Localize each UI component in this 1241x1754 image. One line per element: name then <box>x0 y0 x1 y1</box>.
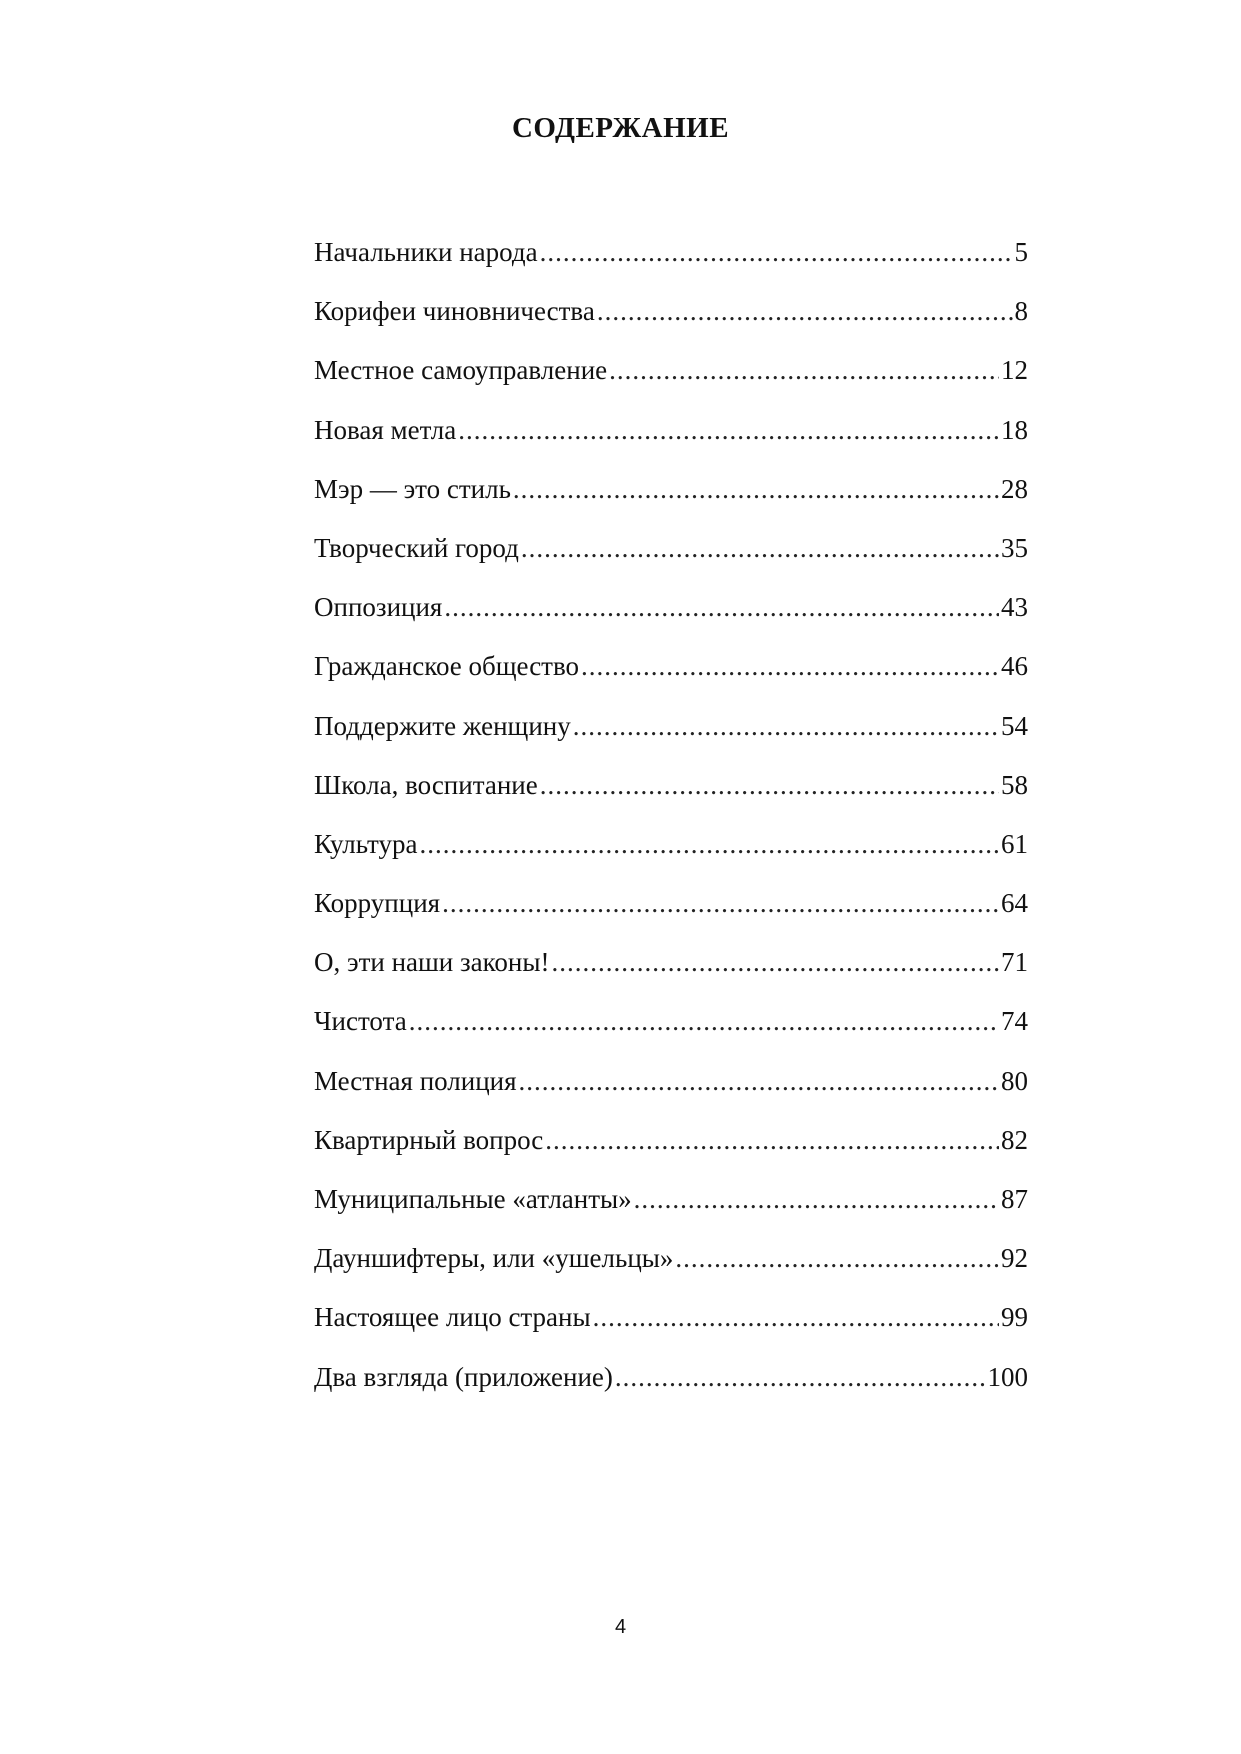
toc-entry-page: 46 <box>1001 651 1028 682</box>
toc-entry-page: 99 <box>1001 1302 1028 1333</box>
toc-entry-page: 61 <box>1001 828 1028 859</box>
dot-leader <box>458 412 999 448</box>
dot-leader <box>552 944 1000 980</box>
dot-leader <box>545 1122 999 1158</box>
toc-entry[interactable] <box>314 767 1028 826</box>
toc-entry-page: 80 <box>1001 1065 1028 1096</box>
dot-leader <box>519 1063 999 1099</box>
dot-leader <box>593 1299 999 1335</box>
toc-entry[interactable] <box>314 412 1028 471</box>
toc-entry[interactable] <box>314 589 1028 648</box>
toc-entry-page: 8 <box>1014 296 1028 327</box>
toc-entry-label: Культура <box>314 828 418 859</box>
dot-leader <box>634 1181 999 1217</box>
toc-entry-page: 43 <box>1001 592 1028 623</box>
dot-leader <box>609 352 999 388</box>
page-number: 4 <box>614 1616 627 1638</box>
toc-entry[interactable] <box>314 530 1028 589</box>
toc-entry-label: Творческий город <box>314 532 519 563</box>
dot-leader <box>615 1359 986 1395</box>
toc-entry[interactable] <box>314 293 1028 352</box>
toc-entry-page: 82 <box>1001 1124 1028 1155</box>
toc-entry-page: 71 <box>1001 947 1028 978</box>
dot-leader <box>573 708 999 744</box>
toc-entry-page: 28 <box>1001 473 1028 504</box>
toc-entry-label: Оппозиция <box>314 592 443 623</box>
toc-entry[interactable] <box>314 352 1028 411</box>
toc-entry-page: 64 <box>1001 888 1028 919</box>
toc-entry-label: Поддержите женщину <box>314 710 571 741</box>
toc-entry-label: Местная полиция <box>314 1065 517 1096</box>
toc-entry-label: Начальники народа <box>314 237 538 267</box>
toc-entry-label: Корифеи чиновничества <box>314 296 595 327</box>
toc-entry-label: Мэр — это стиль <box>314 473 511 504</box>
toc-entry[interactable] <box>314 648 1028 707</box>
toc-entry[interactable] <box>314 1122 1028 1181</box>
toc-entry-label: Дауншифтеры, или «ушельцы» <box>314 1243 674 1274</box>
toc-entry-page: 18 <box>1001 414 1028 445</box>
toc-entry-page: 35 <box>1001 532 1028 563</box>
toc-entry-page: 12 <box>1001 355 1028 386</box>
page-title: СОДЕРЖАНИЕ <box>511 112 730 144</box>
toc-entry[interactable] <box>314 1063 1028 1122</box>
toc-entry-label: Местное самоуправление <box>314 355 608 386</box>
toc-entry[interactable] <box>314 471 1028 530</box>
toc-entry[interactable] <box>314 1181 1028 1240</box>
toc-entry-page: 5 <box>1014 237 1028 267</box>
toc-entry[interactable] <box>314 708 1028 767</box>
toc-entry[interactable] <box>314 885 1028 944</box>
toc-entry-page: 92 <box>1001 1243 1028 1274</box>
toc-entry[interactable] <box>314 1299 1028 1358</box>
toc-entry-page: 54 <box>1001 710 1028 741</box>
toc-entry-label: Школа, воспитание <box>314 769 538 800</box>
toc-entry-label: Муниципальные «атланты» <box>314 1184 632 1214</box>
dot-leader <box>540 234 1013 270</box>
toc-entry[interactable] <box>314 944 1028 1003</box>
dot-leader <box>521 530 999 566</box>
dot-leader <box>419 826 999 862</box>
dot-leader <box>597 293 1013 329</box>
toc-entry[interactable] <box>314 1240 1028 1299</box>
dot-leader <box>444 589 999 625</box>
dot-leader <box>409 1003 999 1039</box>
toc-entry[interactable] <box>314 826 1028 885</box>
toc-entry[interactable] <box>314 1003 1028 1062</box>
table-of-contents <box>314 234 1028 1418</box>
dot-leader <box>581 648 999 684</box>
toc-entry-label: Коррупция <box>314 888 441 919</box>
dot-leader <box>442 885 999 921</box>
toc-entry-label: Гражданское общество <box>314 651 580 682</box>
dot-leader <box>513 471 999 507</box>
toc-entry[interactable] <box>314 234 1028 293</box>
toc-entry-page: 74 <box>1001 1006 1028 1037</box>
toc-entry-label: О, эти наши законы! <box>314 947 550 978</box>
toc-entry-label: Новая метла <box>314 414 457 445</box>
toc-entry-label: Чистота <box>314 1006 407 1037</box>
toc-entry-page: 100 <box>987 1361 1028 1392</box>
dot-leader <box>540 767 999 803</box>
toc-entry-label: Квартирный вопрос <box>314 1124 544 1155</box>
toc-entry[interactable] <box>314 1359 1028 1418</box>
dot-leader <box>675 1240 999 1276</box>
toc-entry-label: Настоящее лицо страны <box>314 1302 591 1333</box>
toc-entry-page: 58 <box>1001 769 1028 800</box>
toc-entry-page: 87 <box>1001 1184 1028 1214</box>
toc-entry-label: Два взгляда (приложение) <box>314 1361 613 1392</box>
